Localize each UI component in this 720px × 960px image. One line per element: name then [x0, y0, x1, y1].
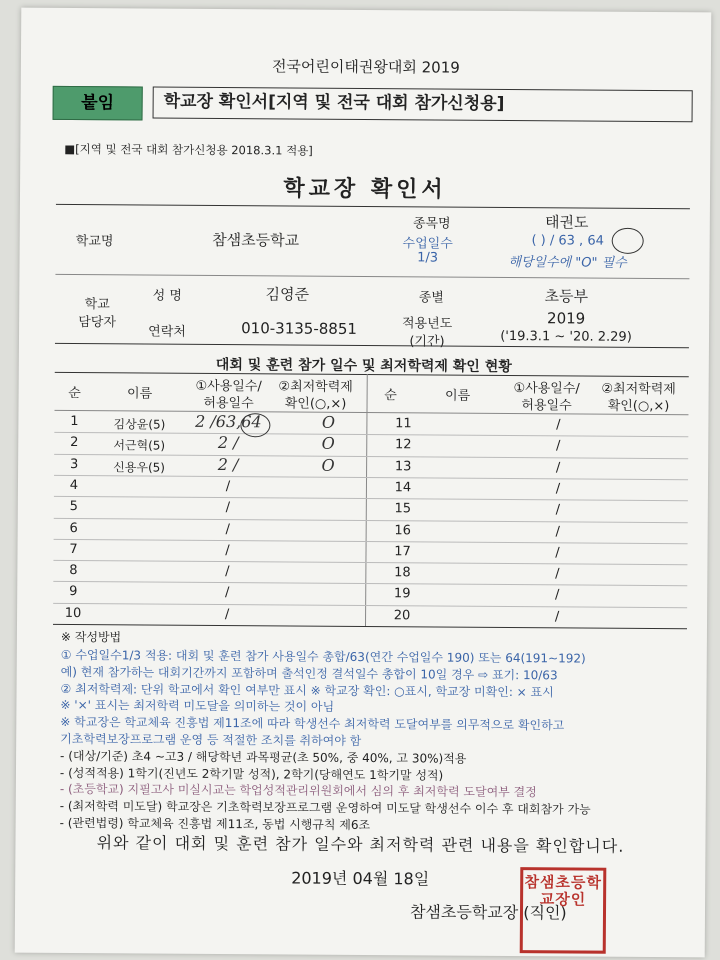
header-days-left-2: 허용일수 [203, 395, 254, 412]
certificate-page [15, 8, 712, 958]
table-row-rule [53, 560, 687, 565]
header-days-right-2: 허용일수 [521, 398, 572, 414]
days-used-right: / [554, 587, 560, 603]
class-days-value: ( ) / 63 , 64 [531, 233, 604, 249]
player-name: 김상윤(5) [113, 417, 166, 432]
year-label: 적용년도 [401, 316, 453, 332]
header-name-left: 이름 [126, 386, 153, 402]
row-number: 5 [69, 499, 79, 515]
days-used-right: / [555, 523, 560, 539]
note-line: 예) 현재 참가하는 대회기간까지 포함하며 출석인정 결석일수 총합이 10일 경우 ⇨ 표기: 10/63 [60, 664, 558, 683]
official-seal: 참샘초등학교장인 [520, 867, 607, 954]
row-number-right: 13 [394, 458, 412, 474]
days-used-right: / [555, 459, 561, 475]
signer-name: 참샘초등학교장 (직인) [409, 902, 567, 923]
row-number-right: 11 [395, 416, 412, 432]
days-used: / [224, 585, 230, 601]
row-number: 7 [69, 541, 78, 557]
days-used: / [225, 542, 230, 558]
row-number-right: 20 [393, 607, 411, 624]
row-number: 4 [69, 477, 79, 493]
status-table-title: 대회 및 훈련 참가 일수 및 최저학력제 확인 현황 [215, 356, 512, 376]
header-no-right: 순 [384, 388, 397, 404]
days-used-right: / [554, 609, 560, 625]
row-number: 9 [69, 584, 78, 600]
year-value: 2019 [546, 309, 586, 328]
days-used: / [225, 564, 230, 580]
row-number: 10 [64, 605, 82, 621]
note-line: ① 수업일수1/3 적용: 대회 및 훈련 참가 사용일수 총합/63(연간 수업일수 190) 또는 64(191~192) [60, 647, 586, 666]
contact-value: 010-3135-8851 [241, 319, 358, 338]
days-used: 2 /63,64 [195, 411, 262, 432]
days-used: 2 / [217, 433, 239, 453]
row-number-right: 15 [394, 501, 412, 517]
table-header-rule [54, 410, 688, 415]
name-value: 김영준 [265, 285, 310, 304]
table-row-rule [54, 517, 688, 522]
school-name: 참샘초등학교 [212, 230, 300, 250]
event-label: 종목명 [412, 216, 451, 232]
class-days-label: 수업일수 [402, 236, 453, 252]
info-mid-rule [55, 274, 689, 279]
note-line: 기초학력보장프로그램 운영 등 적절한 조치를 취하여야 함 [60, 731, 362, 748]
table-row-rule [53, 581, 687, 586]
player-name: 신용우(5) [113, 459, 166, 475]
table-row-rule [54, 539, 688, 544]
type-label: 종별 [418, 290, 444, 306]
note-line: - (성적적용) 1학기(진년도 2학기말 성적), 2학기(당해연도 1학기말 성적) [59, 765, 444, 783]
header-check-left-2: 확인(○,×) [284, 396, 347, 412]
row-number-right: 19 [393, 586, 411, 602]
days-used: / [225, 500, 231, 516]
row-number: 8 [69, 563, 78, 579]
days-used-right: / [556, 438, 561, 454]
class-days-note: 해당일수에 "O" 필수 [508, 255, 627, 271]
row-number-right: 18 [394, 565, 411, 581]
attachment-badge: 붙임 [53, 86, 143, 121]
form-title: 학교장 확인서[지역 및 전국 대회 참가신청용] [153, 87, 693, 123]
note-line: - (대상/기준) 초4 ~고3 / 해당학년 과목평균(초 50%, 중 40%, 고 30%)적용 [60, 748, 467, 766]
issue-date: 2019년 04월 18일 [291, 868, 430, 889]
header-name-right: 이름 [444, 388, 471, 404]
year-sub: (기간) [409, 334, 445, 350]
days-used-right: / [555, 545, 560, 561]
days-used-right: / [555, 566, 560, 582]
person-label-2: 담당자 [78, 315, 117, 331]
header-days-right-1: ①사용일수/ [513, 381, 580, 397]
event-value: 태권도 [545, 213, 589, 232]
note-line: - (관련법령) 학교체육 진흥법 제11조, 동법 시행규칙 제6조 [59, 815, 371, 833]
row-number: 3 [69, 456, 79, 472]
form-subtitle: ■[지역 및 전국 대회 참가신청용 2018.3.1 적용] [64, 141, 313, 158]
row-number: 6 [69, 520, 78, 536]
table-row-rule [54, 496, 688, 501]
header-days-left-1: ①사용일수/ [195, 378, 262, 395]
confirm-text: 위와 같이 대회 및 훈련 참가 일수와 최저학력 관련 내용을 확인합니다. [96, 833, 625, 856]
type-value: 초등부 [544, 287, 589, 306]
row1-days-circle [240, 413, 270, 437]
class-days-sub: 1/3 [417, 250, 439, 266]
academic-check: O [321, 434, 335, 454]
table-row-rule [53, 603, 687, 608]
row-number-right: 17 [394, 544, 411, 560]
days-used-right: / [556, 417, 561, 433]
header-no-left: 순 [68, 385, 81, 402]
note-line: ② 최저학력제: 단위 학교에서 확인 여부만 표시 ※ 학교장 확인: ○표시, 학교장 미확인: × 표시 [60, 681, 554, 699]
row-number-right: 16 [394, 522, 411, 538]
note-line: ※ 학교장은 학교체육 진흥법 제11조에 따라 학생선수 최저학력 도달여부를 의무적으로 확인하고 [60, 715, 565, 733]
class-days-circle [612, 228, 644, 254]
name-label: 성 명 [152, 288, 182, 304]
person-label-1: 학교 [84, 297, 110, 313]
table-row-rule [54, 475, 688, 480]
days-used: / [225, 521, 230, 537]
notes-heading: ※ 작성방법 [60, 629, 122, 645]
row-number-right: 14 [394, 480, 412, 496]
days-used-right: / [555, 481, 561, 497]
school-label: 학교명 [75, 233, 114, 250]
player-name: 서근혁(5) [113, 438, 166, 453]
year-period: ('19.3.1 ~ '20. 2.29) [500, 328, 632, 345]
event-title: 전국어린이태권왕대회 2019 [271, 57, 460, 77]
table-bottom-rule [53, 624, 687, 629]
info-top-rule [56, 204, 690, 209]
days-used: 2 / [217, 454, 239, 474]
header-check-right-1: ②최저학력제 [601, 381, 676, 398]
days-used: / [225, 478, 231, 494]
row-number: 1 [70, 413, 79, 430]
note-line: - (최저학력 미도달) 학교장은 기초학력보장프로그램 운영하여 미도달 학생선수 이수 후 대회참가 가능 [59, 799, 591, 817]
note-line: ※ '×' 표시는 최저학력 미도달을 의미하는 것이 아님 [60, 698, 335, 715]
days-used-right: / [555, 502, 561, 518]
document-title: 학교장 확인서 [283, 176, 447, 203]
header-check-left-1: ②최저학력제 [278, 379, 353, 395]
header-check-right-2: 확인(○,×) [607, 398, 670, 415]
row-number-right: 12 [394, 437, 412, 453]
academic-check: O [321, 455, 335, 475]
academic-check: O [321, 412, 336, 432]
contact-label: 연락처 [148, 324, 186, 340]
days-used: / [224, 606, 230, 622]
row-number: 2 [70, 435, 79, 451]
note-line: - (초등학교) 지필고사 미실시교는 학업성적관리위원회에서 심의 후 최저학력 도달여부 결정 [59, 782, 537, 800]
